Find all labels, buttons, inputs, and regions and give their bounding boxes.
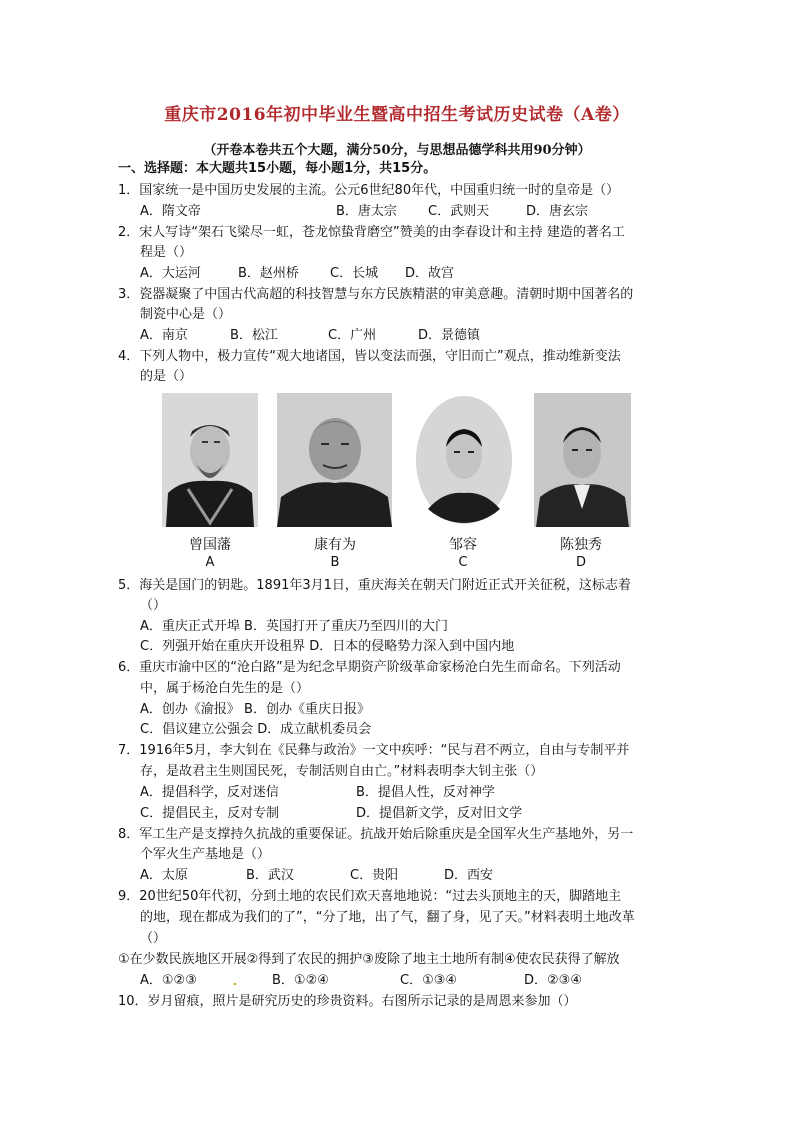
q9-stem-line2: 的地，现在都成为我们的了”，“分了地，出了气，翻了身，见了天。”材料表明土地改革 [140, 910, 635, 925]
q8-option-b: B．武汉 [246, 868, 294, 883]
q3-option-b: B．松江 [230, 328, 278, 343]
q9-option-d: D．②③④ [524, 973, 582, 988]
q4-stem-line1: 4．下列人物中，极力宣传“观大地诸国，皆以变法而强，守旧而亡”观点，推动维新变法 [118, 349, 621, 364]
exam-title: 重庆市2016年初中毕业生暨高中招生考试历史试卷（A卷） [164, 105, 630, 125]
q2-option-c: C．长城 [330, 266, 379, 281]
q7-option-b: B．提倡人性，反对神学 [356, 785, 495, 800]
q1-option-c: C．武则天 [428, 204, 490, 219]
q2-stem-line2: 程是（） [140, 245, 193, 260]
q7-stem-line1: 7．1916年5月，李大钊在《民彝与政治》一文中疾呼：“民与君不两立，自由与专制平并 [118, 743, 630, 758]
q1-option-b: B．唐太宗 [336, 204, 397, 219]
q9-stem-line1: 9．20世纪50年代初，分到土地的农民们欢天喜地地说：“过去头顶地主的天，脚踏地主 [118, 889, 622, 904]
ink-speck [234, 983, 236, 985]
q2-option-b: B．赵州桥 [238, 266, 299, 281]
q4-stem-line2: 的是（） [140, 369, 193, 384]
exam-subtitle: （开卷本卷共五个大题，满分50分，与思想品德学科共用90分钟） [203, 143, 591, 158]
q3-option-d: D．景德镇 [418, 328, 481, 343]
figure-b-letter: B [330, 555, 340, 570]
q5-stem-line1: 5．海关是国门的钥匙。1891年3月1日，重庆海关在朝天门附近正式开关征税，这标志着 [118, 578, 631, 593]
q10-stem-line1: 10．岁月留痕，照片是研究历史的珍贵资料。右图所示记录的是周恩来参加（） [118, 994, 577, 1009]
portrait-kang-youwei [277, 393, 392, 527]
q3-stem-line1: 3．瓷器凝聚了中国古代高超的科技智慧与东方民族精湛的审美意趣。清朝时期中国著名的 [118, 287, 634, 302]
portrait-zeng-guofan [162, 393, 258, 527]
figure-a-letter: A [205, 555, 215, 570]
q1-option-d: D．唐玄宗 [526, 204, 589, 219]
q8-stem-line1: 8．军工生产是支撑持久抗战的重要保证。抗战开始后除重庆是全国军火生产基地外，另一 [118, 827, 634, 842]
q9-items: ①在少数民族地区开展②得到了农民的拥护③废除了地主土地所有制④使农民获得了解放 [118, 952, 620, 967]
q5-options-line2: C．列强开始在重庆开设租界 D．日本的侵略势力深入到中国内地 [140, 639, 515, 654]
q6-stem-line2: 中，属于杨沧白先生的是（） [140, 681, 310, 696]
q7-option-a: A．提倡科学，反对迷信 [140, 785, 279, 800]
section-heading: 一、选择题：本大题共15小题，每小题1分，共15分。 [118, 161, 437, 176]
q9-option-b: B．①②④ [272, 973, 329, 988]
q9-option-c: C．①③④ [400, 973, 458, 988]
q8-option-c: C．贵阳 [350, 868, 399, 883]
q6-options-line2: C．倡议建立公强会 D．成立献机委员会 [140, 722, 372, 737]
figure-d-letter: D [575, 555, 586, 570]
q5-options-line1: A．重庆正式开埠 B．英国打开了重庆乃至四川的大门 [140, 619, 448, 634]
q2-option-a: A．大运河 [140, 266, 201, 281]
figure-c-name: 邹容 [449, 537, 477, 553]
q9-option-a: A．①②③ [140, 973, 197, 988]
portrait-chen-duxiu [534, 393, 631, 527]
portrait-zou-rong [414, 393, 514, 527]
q8-option-d: D．西安 [444, 868, 494, 883]
q8-option-a: A．太原 [140, 868, 188, 883]
q3-option-a: A．南京 [140, 328, 188, 343]
figure-c-letter: C [458, 555, 468, 570]
figure-d-name: 陈独秀 [560, 537, 602, 553]
q7-option-d: D．提倡新文学，反对旧文学 [356, 806, 523, 821]
figure-b-name: 康有为 [314, 537, 356, 553]
q3-stem-line2: 制瓷中心是（） [140, 307, 232, 322]
q7-option-c: C．提倡民主，反对专制 [140, 806, 280, 821]
q3-option-c: C．广州 [328, 328, 377, 343]
q1-stem: 1．国家统一是中国历史发展的主流。公元6世纪80年代，中国重归统一时的皇帝是（） [118, 183, 620, 198]
q8-stem-line2: 个军火生产基地是（） [140, 847, 271, 862]
q5-stem-line2: （） [140, 598, 167, 613]
q2-stem-line1: 2．宋人写诗“架石飞梁尽一虹，苍龙惊蛰背磨空”赞美的由李春设计和主持 建造的著名工 [118, 225, 625, 240]
q9-stem-line3: （） [140, 931, 167, 946]
q7-stem-line2: 存，是故君主生则国民死，专制活则自由亡。”材料表明李大钊主张（） [140, 764, 544, 779]
q1-option-a: A．隋文帝 [140, 204, 201, 219]
q6-stem-line1: 6．重庆市渝中区的“沧白路”是为纪念早期资产阶级革命家杨沧白先生而命名。下列活动 [118, 660, 621, 675]
q6-options-line1: A．创办《渝报》 B．创办《重庆日报》 [140, 702, 370, 717]
q2-option-d: D．故宫 [405, 266, 455, 281]
figure-a-name: 曾国藩 [189, 537, 231, 553]
